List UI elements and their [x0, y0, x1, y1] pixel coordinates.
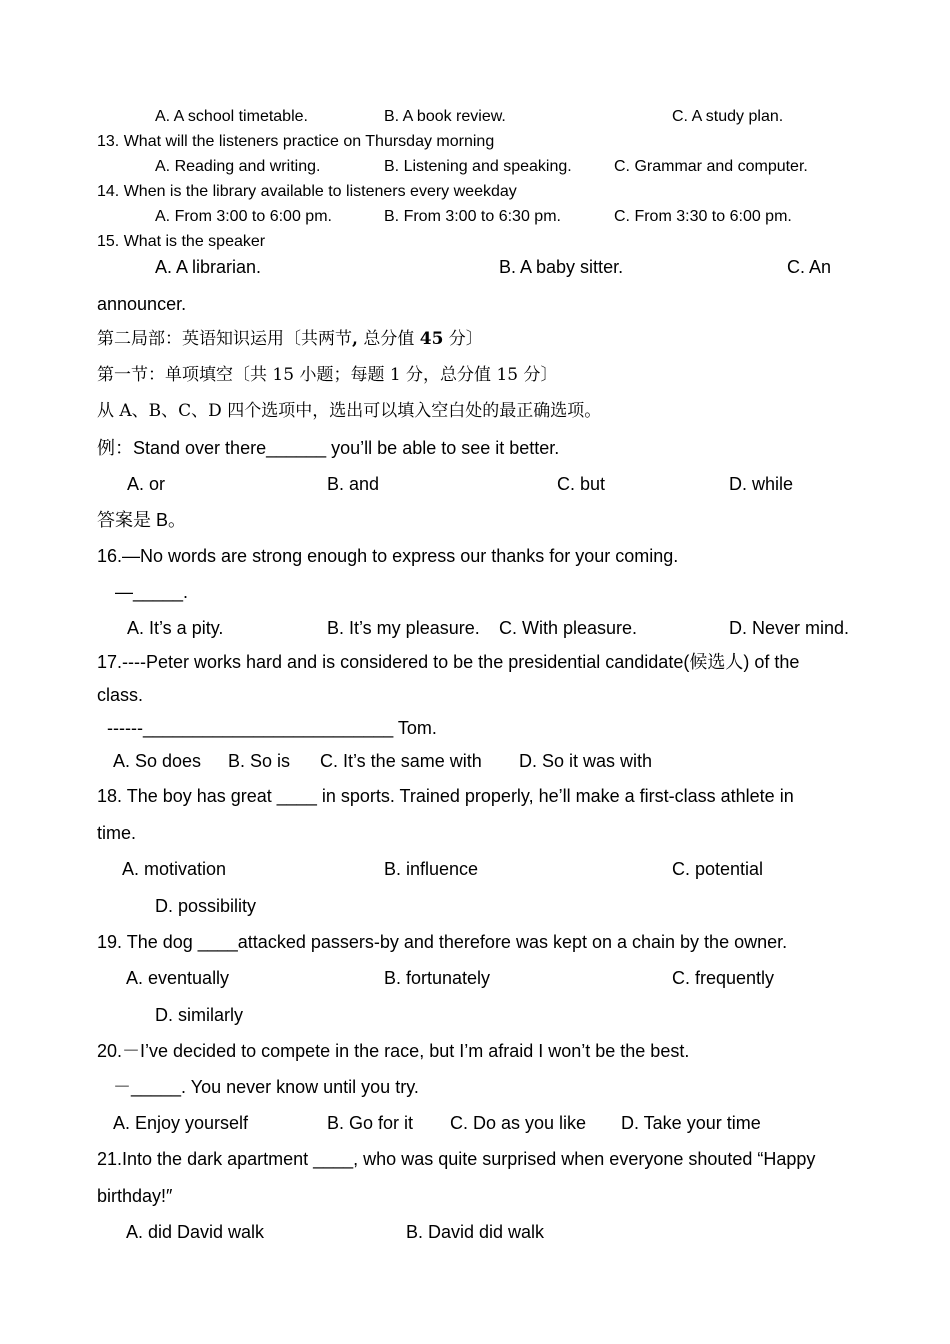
part2-heading: 第二局部：英语知识运用〔共两节, 总分值 45 分〕 [97, 329, 483, 349]
example-option-a: A. or [127, 474, 166, 494]
example-option-c: C. but [557, 474, 606, 494]
section1-heading: 第一节：单项填空〔共 15 小题；每题 1 分，总分值 15 分〕 [97, 365, 558, 385]
q21-option-a: A. did David walk [126, 1222, 265, 1242]
example-option-d: D. while [729, 474, 794, 494]
q18-line2: time. [97, 823, 137, 843]
q19-option-a: A. eventually [126, 968, 230, 988]
q15-option-b: B. A baby sitter. [499, 257, 624, 277]
q18-option-d: D. possibility [155, 896, 257, 916]
q15-option-c-continued: announcer. [97, 294, 187, 314]
q17-line3: ------_________________________ Tom. [107, 718, 437, 738]
q17-option-b: B. So is [228, 751, 291, 771]
q19-option-b: B. fortunately [384, 968, 491, 988]
q13-option-b: B. Listening and speaking. [384, 158, 572, 175]
q21-line1: 21.Into the dark apartment ____, who was quite surprised when everyone shouted “Happy [97, 1149, 816, 1169]
q20-option-b: B. Go for it [327, 1113, 414, 1133]
q14-question: 14. When is the library available to listeners every weekday [97, 183, 517, 200]
q18-line1: 18. The boy has great ____ in sports. Trained properly, he’ll make a first-class athlete in [97, 786, 794, 806]
q14-option-b: B. From 3:00 to 6:30 pm. [384, 208, 561, 225]
q18-option-c: C. potential [672, 859, 764, 879]
q17-line2: class. [97, 685, 144, 705]
q19-option-c: C. frequently [672, 968, 775, 988]
q15-option-a: A. A librarian. [155, 257, 262, 277]
q20-option-c: C. Do as you like [450, 1113, 587, 1133]
q19-option-d: D. similarly [155, 1005, 243, 1025]
q14-option-a: A. From 3:00 to 6:00 pm. [155, 208, 332, 225]
q16-option-c: C. With pleasure. [499, 618, 638, 638]
q17-option-d: D. So it was with [519, 751, 653, 771]
q20-line1: 20.－I’ve decided to compete in the race, but I’m afraid I won’t be the best. [97, 1041, 690, 1061]
q18-option-b: B. influence [384, 859, 479, 879]
q12-option-c: C. A study plan. [672, 108, 784, 125]
q12-option-a: A. A school timetable. [155, 108, 308, 125]
q16-option-b: B. It’s my pleasure. [327, 618, 480, 638]
q17-option-c: C. It’s the same with [320, 751, 482, 771]
q17-option-a: A. So does [113, 751, 202, 771]
example-answer: 答案是 B。 [97, 510, 187, 530]
q16-option-d: D. Never mind. [729, 618, 850, 638]
q13-option-c: C. Grammar and computer. [614, 158, 808, 175]
q12-option-b: B. A book review. [384, 108, 506, 125]
q13-option-a: A. Reading and writing. [155, 158, 321, 175]
q15-question: 15. What is the speaker [97, 233, 266, 250]
q19-line1: 19. The dog ____attacked passers-by and therefore was kept on a chain by the owner. [97, 932, 788, 952]
q20-option-d: D. Take your time [621, 1113, 761, 1133]
q21-option-b: B. David did walk [406, 1222, 545, 1242]
q21-line2: birthday!″ [97, 1186, 173, 1206]
q15-option-c: C. An [787, 257, 832, 277]
q16-option-a: A. It’s a pity. [127, 618, 224, 638]
q17-line1: 17.----Peter works hard and is considered to be the presidential candidate(候选人) of the [97, 652, 800, 672]
q18-option-a: A. motivation [122, 859, 227, 879]
section1-instruction: 从 A、B、C、D 四个选项中，选出可以填入空白处的最正确选项。 [97, 401, 602, 421]
q20-option-a: A. Enjoy yourself [113, 1113, 249, 1133]
q16-line1: 16.—No words are strong enough to express our thanks for your coming. [97, 546, 679, 566]
q16-line2: —_____. [115, 582, 189, 602]
q20-line2: －_____. You never know until you try. [113, 1077, 419, 1097]
example-option-b: B. and [327, 474, 380, 494]
example-question: 例：Stand over there______ you’ll be able to see it better. [97, 438, 560, 458]
q14-option-c: C. From 3:30 to 6:00 pm. [614, 208, 792, 225]
q13-question: 13. What will the listeners practice on Thursday morning [97, 133, 495, 150]
